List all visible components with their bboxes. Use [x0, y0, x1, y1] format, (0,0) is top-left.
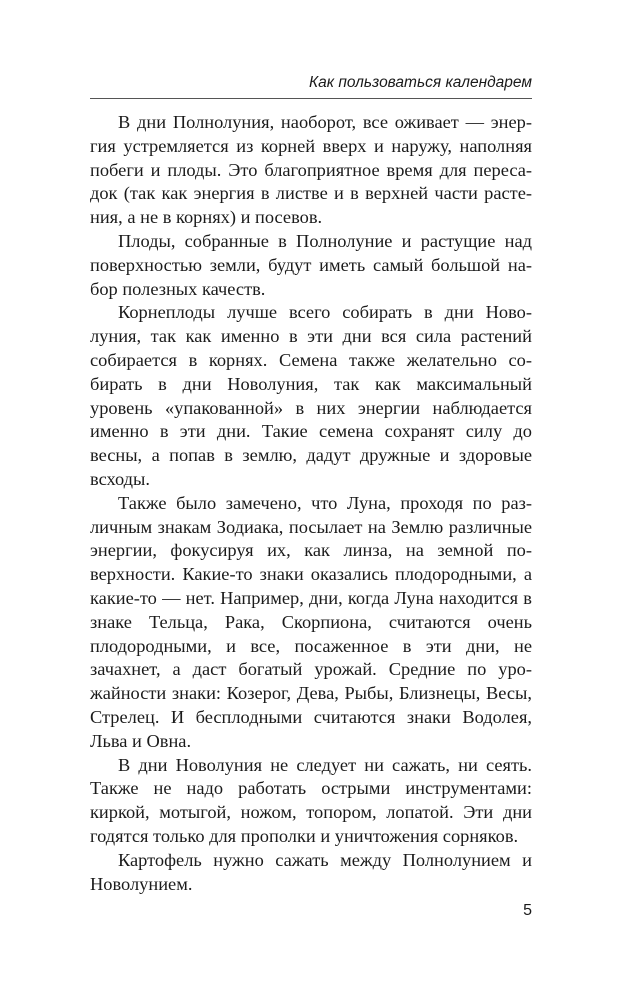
paragraph-3: Корнеплоды лучше всего собирать в дни Новолуния, так как именно в эти дни вся сила растений собирается в корнях. Семена также желательно собирать в дни Новолуния, так как максимальный уровень «упакованной» в них энергии наблюдается именно в эти дни. Такие семена сохранят силу до весны, а попав в землю, дадут дружные и здоровые всходы. — [90, 302, 532, 489]
paragraph-4: Также было замечено, что Луна, проходя по различным знакам Зодиака, посылает на Землю различные энергии, фокусируя их, как линза, на земной поверхности. Какие-то знаки оказались плодородными, а какие-то — нет. Например, дни, когда Луна находится в знаке Тельца, Рака, Скорпиона, считаются очень плодородными, и все, посаженное в эти дни, не зачахнет, а даст богатый урожай. Средние по урожайности знаки: Козерог, Дева, Рыбы, Близнецы, Весы, Стрелец. И бесплодными считаются знаки Водолея, Льва и Овна. — [90, 492, 532, 751]
paragraph-6: Картофель нужно сажать между Полнолунием и Новолунием. — [90, 849, 532, 894]
header-divider — [90, 98, 532, 99]
page-number: 5 — [523, 902, 532, 919]
running-title: Как пользоваться календарем — [308, 74, 532, 91]
body-text — [90, 111, 532, 896]
paragraph-2: Плоды, собранные в Полнолуние и растущие над поверхностью земли, будут иметь самый большой набор полезных качеств. — [90, 230, 532, 299]
paragraph-1: В дни Полнолуния, наоборот, все оживает — энергия устремляется из корней вверх и наружу, наполняя побеги и плоды. Это благоприятное время для пересадок (так как энергия в листве и в верхней части растения, а не в корнях) и посевов. — [90, 112, 532, 228]
paragraph-5: В дни Новолуния не следует ни сажать, ни сеять. Также не надо работать острыми инструментами: киркой, мотыгой, ножом, топором, лопатой. Эти дни годятся только для прополки и уничтожения сорняков. — [90, 754, 532, 846]
